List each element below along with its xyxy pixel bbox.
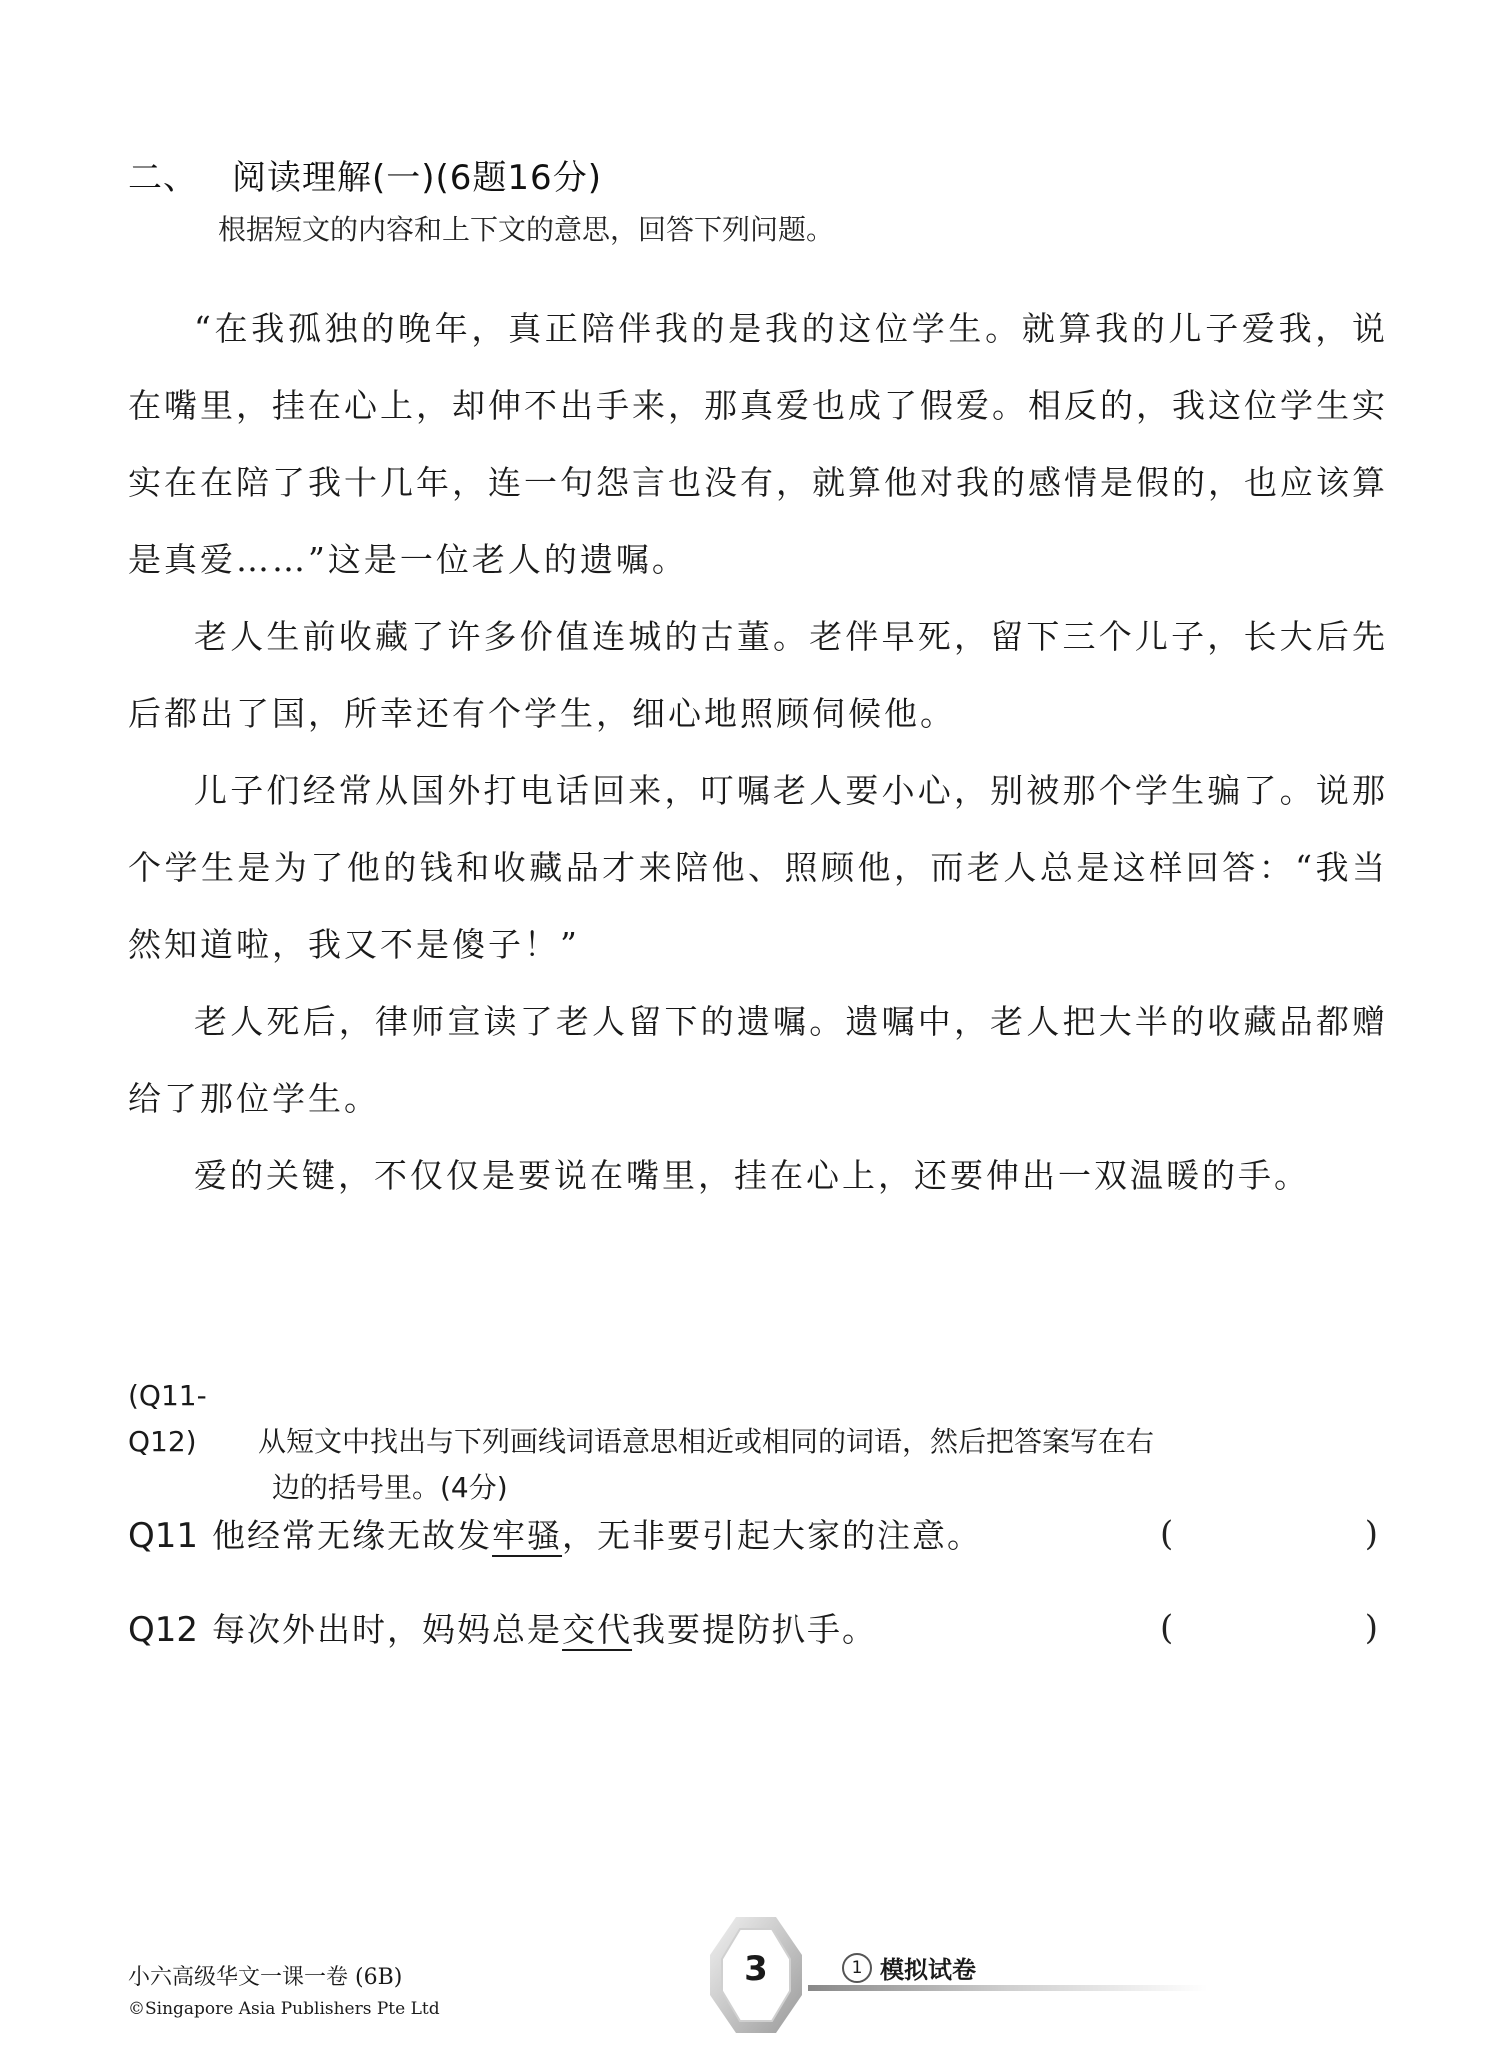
- instruction-line-1: 从短文中找出与下列画线词语意思相近或相同的词语，然后把答案写在右: [258, 1425, 1155, 1458]
- question-q12: [128, 1604, 1398, 1654]
- passage-paragraph: “在我孤独的晚年，真正陪伴我的是我的这位学生。就算我的儿子爱我，说在嘴里，挂在心上，却伸不出手来，那真爱也成了假爱。相反的，我这位学生实实在在陪了我十几年，连一句怨言也没有，就算他对我的感情是假的，也应该算是真爱……”这是一位老人的遗嘱。: [128, 309, 1388, 579]
- question-group-instruction: [128, 1373, 1398, 1511]
- question-number: Q11: [128, 1516, 199, 1556]
- section-number: 二、: [128, 158, 198, 198]
- page-number-badge: [708, 1915, 804, 2035]
- book-title: 小六高级华文一课一卷 (6B): [128, 1965, 403, 1990]
- decorative-bar: [808, 1985, 1208, 1991]
- question-q11: [128, 1510, 1398, 1560]
- underlined-word: 牢骚: [492, 1516, 563, 1555]
- question-text-before: 他经常无缘无故发: [212, 1516, 493, 1555]
- section-heading: 阅读理解(一)(6题16分): [232, 158, 602, 198]
- series-title: 模拟试卷: [880, 1956, 976, 1984]
- question-text-before: 每次外出时，妈妈总是: [212, 1610, 563, 1649]
- answer-bracket[interactable]: [1160, 1604, 1380, 1652]
- section-title: [128, 150, 602, 199]
- left-bracket: (: [1160, 1608, 1176, 1648]
- question-text-after: ，无非要引起大家的注意。: [562, 1516, 983, 1555]
- passage-paragraph: 爱的关键，不仅仅是要说在嘴里，挂在心上，还要伸出一双温暖的手。: [194, 1156, 1310, 1195]
- passage-paragraph: 老人生前收藏了许多价值连城的古董。老伴早死，留下三个儿子，长大后先后都出了国，所幸还有个学生，细心地照顾伺候他。: [128, 617, 1388, 733]
- copyright: ©Singapore Asia Publishers Pte Ltd: [128, 1999, 440, 2019]
- passage-paragraph: 老人死后，律师宣读了老人留下的遗嘱。遗嘱中，老人把大半的收藏品都赠给了那位学生。: [128, 1002, 1388, 1118]
- instruction-line-2: 边的括号里。(4分): [272, 1471, 508, 1504]
- series-label: [842, 1950, 976, 1985]
- passage-paragraph: 儿子们经常从国外打电话回来，叮嘱老人要小心，别被那个学生骗了。说那个学生是为了他的钱和收藏品才来陪他、照顾他，而老人总是这样回答：“我当然知道啦，我又不是傻子！”: [128, 771, 1388, 964]
- answer-bracket[interactable]: [1160, 1510, 1380, 1558]
- left-bracket: (: [1160, 1514, 1176, 1554]
- section-instruction: 根据短文的内容和上下文的意思，回答下列问题。: [218, 213, 835, 246]
- question-number: Q12: [128, 1610, 199, 1650]
- page-number: 3: [744, 1949, 768, 1989]
- series-number: 1: [842, 1953, 872, 1983]
- reading-passage: [128, 290, 1388, 1214]
- right-bracket: ): [1364, 1608, 1380, 1648]
- question-range-label: (Q11-Q12): [128, 1379, 207, 1458]
- right-bracket: ): [1364, 1514, 1380, 1554]
- underlined-word: 交代: [562, 1610, 633, 1649]
- footer-info: [128, 1960, 440, 2019]
- question-text-after: 我要提防扒手。: [632, 1610, 878, 1649]
